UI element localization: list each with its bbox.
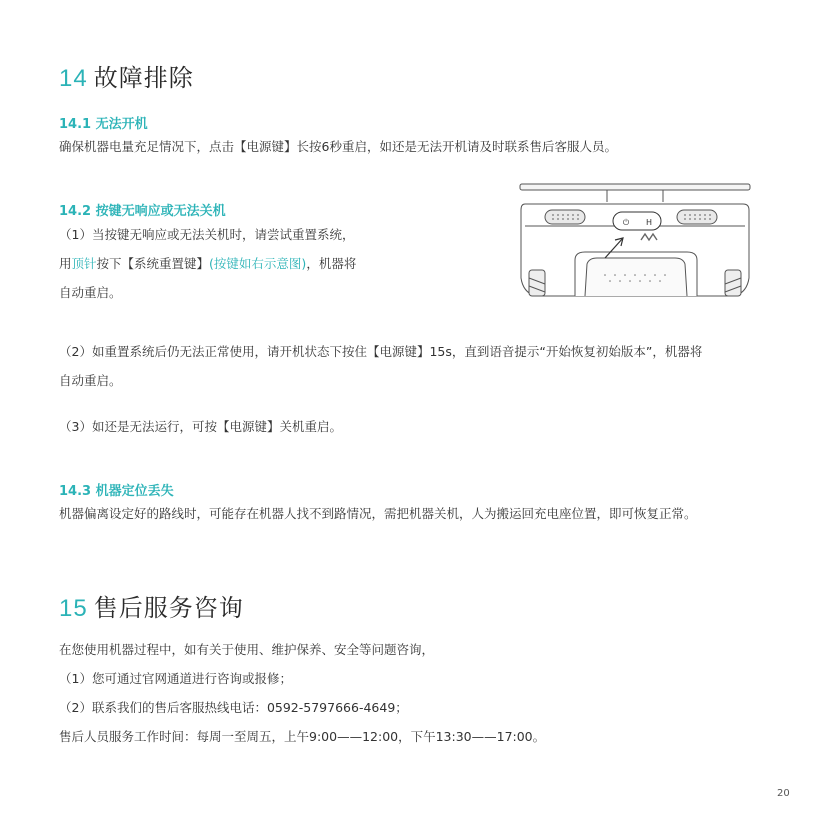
line2-part-b: 按下【系统重置键】 bbox=[96, 256, 210, 271]
section-14-title bbox=[59, 58, 194, 93]
section-15-title bbox=[59, 588, 244, 623]
section-15-title-text: 售后服务咨询 bbox=[93, 594, 244, 622]
section-15-hours: 售后人员服务工作时间：每周一至周五，上午9:00——12:00，下午13:30——17:00。 bbox=[59, 729, 546, 744]
subsection-14-2-p3: （3）如还是无法运行，可按【电源键】关机重启。 bbox=[59, 419, 342, 434]
subsection-14-1-text: 确保机器电量充足情况下，点击【电源键】长按6秒重启，如还是无法开机请及时联系售后客服人员。 bbox=[59, 139, 617, 154]
subsection-14-3-heading: 14.3 机器定位丢失 bbox=[59, 484, 174, 499]
line2-part-d: ，机器将 bbox=[306, 256, 357, 271]
section-14-title-text: 故障排除 bbox=[93, 64, 194, 92]
power-button-icon: ⏻ bbox=[622, 218, 630, 227]
thimble-highlight: 顶针 bbox=[71, 256, 97, 271]
subsection-14-2-line3: 自动重启。 bbox=[59, 285, 122, 300]
subsection-14-2-p2-line1: （2）如重置系统后仍无法正常使用，请开机状态下按住【电源键】15s，直到语音提示“开始恢复初始版本”，机器将 bbox=[59, 344, 703, 359]
line2-part-a: 用 bbox=[59, 256, 72, 271]
section-15-intro: 在您使用机器过程中，如有关于使用、维护保养、安全等问题咨询， bbox=[59, 642, 435, 657]
subsection-14-2-p2-line2: 自动重启。 bbox=[59, 373, 122, 388]
section-15-number: 15 bbox=[59, 595, 88, 622]
reset-button-label: H bbox=[645, 218, 653, 227]
diagram-reference: (按键如右示意图) bbox=[209, 256, 307, 271]
subsection-14-2-line1: （1）当按键无响应或无法关机时，请尝试重置系统， bbox=[59, 227, 355, 242]
subsection-14-2-line2 bbox=[59, 255, 356, 273]
robot-reset-diagram bbox=[515, 180, 755, 310]
section-15-item1: （1）您可通过官网通道进行咨询或报修； bbox=[59, 671, 292, 686]
subsection-14-2-heading: 14.2 按键无响应或无法关机 bbox=[59, 204, 226, 219]
section-14-number: 14 bbox=[59, 65, 88, 92]
page-number: 20 bbox=[777, 788, 790, 799]
subsection-14-1-heading: 14.1 无法开机 bbox=[59, 117, 148, 132]
subsection-14-3-text: 机器偏离设定好的路线时，可能存在机器人找不到路情况，需把机器关机，人为搬运回充电座位置，即可恢复正常。 bbox=[59, 506, 697, 521]
section-15-item2: （2）联系我们的售后客服热线电话：0592-5797666-4649； bbox=[59, 700, 408, 715]
